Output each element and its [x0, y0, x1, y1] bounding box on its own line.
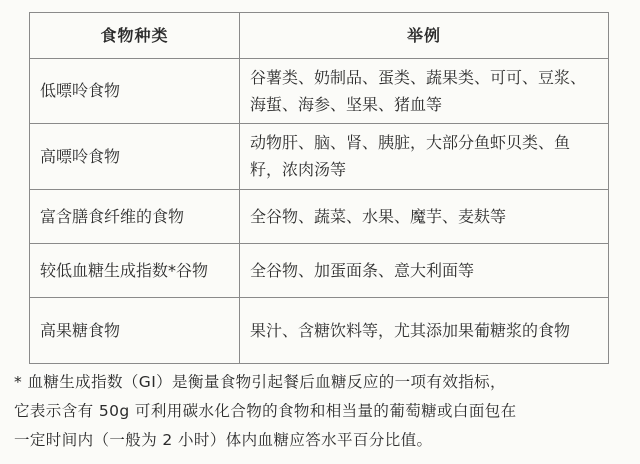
- cell-examples: 谷薯类、奶制品、蛋类、蔬果类、可可、豆浆、海蜇、海参、坚果、猪血等: [240, 58, 609, 124]
- cell-category: 高嘌呤食物: [30, 124, 240, 190]
- cell-category: 高果糖食物: [30, 298, 240, 364]
- footnote-line: 一定时间内（一般为 2 小时）体内血糖应答水平百分比值。: [14, 431, 433, 449]
- footnote-line: 它表示含有 50g 可利用碳水化合物的食物和相当量的葡萄糖或白面包在: [14, 402, 517, 420]
- table-row: [30, 298, 609, 364]
- cell-examples: 全谷物、蔬菜、水果、魔芋、麦麸等: [240, 189, 609, 243]
- cell-examples: 果汁、含糖饮料等，尤其添加果葡糖浆的食物: [240, 298, 609, 364]
- footnote-line: * 血糖生成指数（GI）是衡量食物引起餐后血糖反应的一项有效指标，: [14, 373, 506, 391]
- table-row: [30, 58, 609, 124]
- table-row: [30, 189, 609, 243]
- cell-category: 低嘌呤食物: [30, 58, 240, 124]
- header-examples: 举例: [240, 13, 609, 59]
- food-category-table: [29, 12, 609, 364]
- cell-examples: 动物肝、脑、肾、胰脏，大部分鱼虾贝类、鱼籽，浓肉汤等: [240, 124, 609, 190]
- cell-category: 较低血糖生成指数*谷物: [30, 244, 240, 298]
- cell-examples: 全谷物、加蛋面条、意大利面等: [240, 244, 609, 298]
- gi-footnote: [14, 368, 626, 455]
- table-header-row: [30, 13, 609, 59]
- table-row: [30, 124, 609, 190]
- table-row: [30, 244, 609, 298]
- cell-category: 富含膳食纤维的食物: [30, 189, 240, 243]
- header-food-category: 食物种类: [30, 13, 240, 59]
